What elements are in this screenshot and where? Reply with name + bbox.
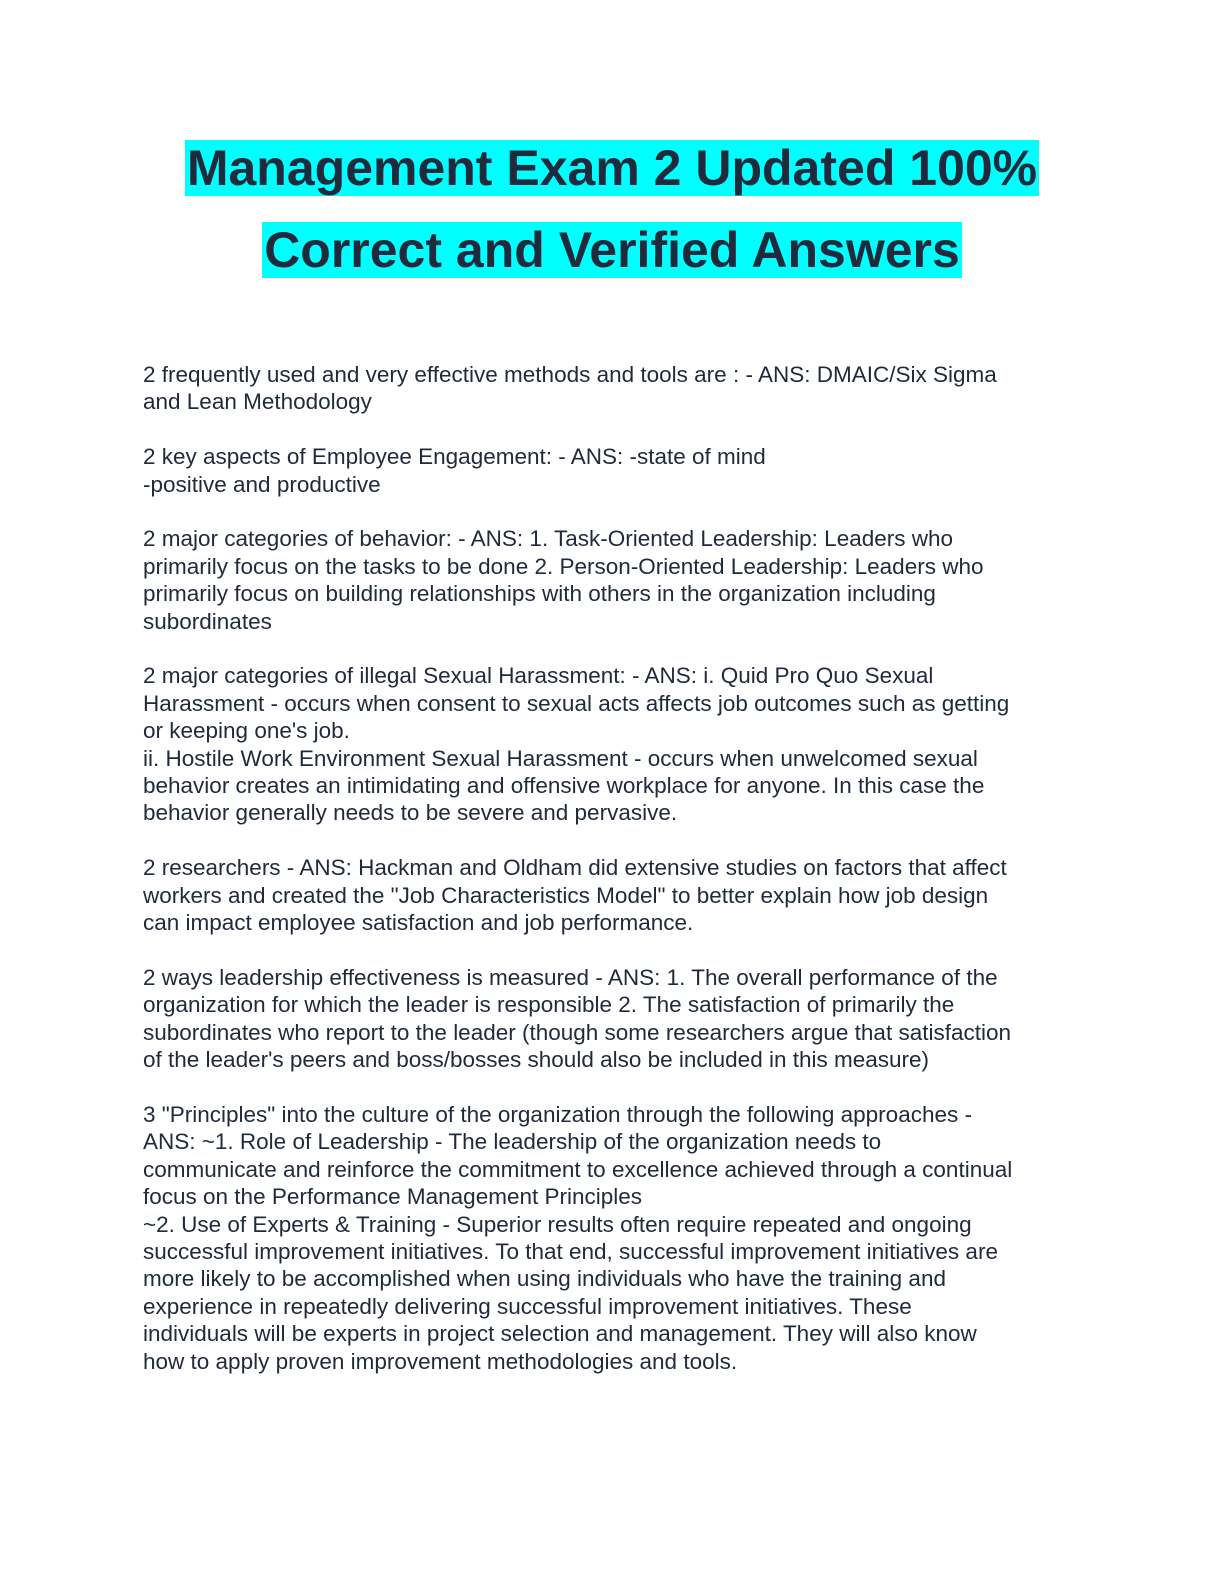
qa-entry: 2 major categories of behavior: - ANS: 1. Task-Oriented Leadership: Leaders who primarily focus on the tasks to be done 2. Person-Oriented Leadership: Leaders who primarily focus on building relationships with others in the organization including subordinates [143, 526, 984, 634]
qa-entry: 2 ways leadership effectiveness is measured - ANS: 1. The overall performance of the organization for which the leader is responsible 2. The satisfaction of primarily the subordinates who report to the leader (though some researchers argue that satisfaction of the leader's peers and boss/bosses should also be included in this measure) [143, 964, 1011, 1073]
qa-entry: 2 researchers - ANS: Hackman and Oldham did extensive studies on factors that affect workers and created the "Job Characteristics Model" to better explain how job design can impact employee satisfaction and job performance. [143, 855, 1007, 936]
qa-entry: 2 frequently used and very effective methods and tools are : - ANS: DMAIC/Six Sigma and Lean Methodology [143, 362, 997, 415]
document-title [0, 140, 1224, 304]
title-line-2: Correct and Verified Answers [264, 222, 960, 278]
qa-list [143, 361, 1073, 1402]
title-line-1: Management Exam 2 Updated 100% [186, 140, 1038, 196]
qa-entry: 2 major categories of illegal Sexual Harassment: - ANS: i. Quid Pro Quo Sexual Harassment - occurs when consent to sexual acts affects job outcomes such as getting or keeping one's job. ii. Hostile Work Environment Sexual Harassment - occurs when unwelcomed sexual behavior creates an intimidating and offensive workplace for anyone. In this case the behavior generally needs to be severe and pervasive. [143, 663, 1010, 826]
qa-entry: 2 key aspects of Employee Engagement: - ANS: -state of mind -positive and productive [143, 444, 766, 497]
qa-entry: 3 "Principles" into the culture of the organization through the following approaches - ANS: ~1. Role of Leadership - The leadership of the organization needs to communicate and reinforce the commitment to excellence achieved through a continual focus on the Performance Management Principles ~2. Use of Experts & Training - Superior results often require repeated and ongoing successful improvement initiatives. To that end, successful improvement initiatives are more likely to be accomplished when using individuals who have the training and experience in repeatedly delivering successful improvement initiatives. These individuals will be experts in project selection and management. They will also know how to apply proven improvement methodologies and tools. [143, 1101, 1013, 1374]
